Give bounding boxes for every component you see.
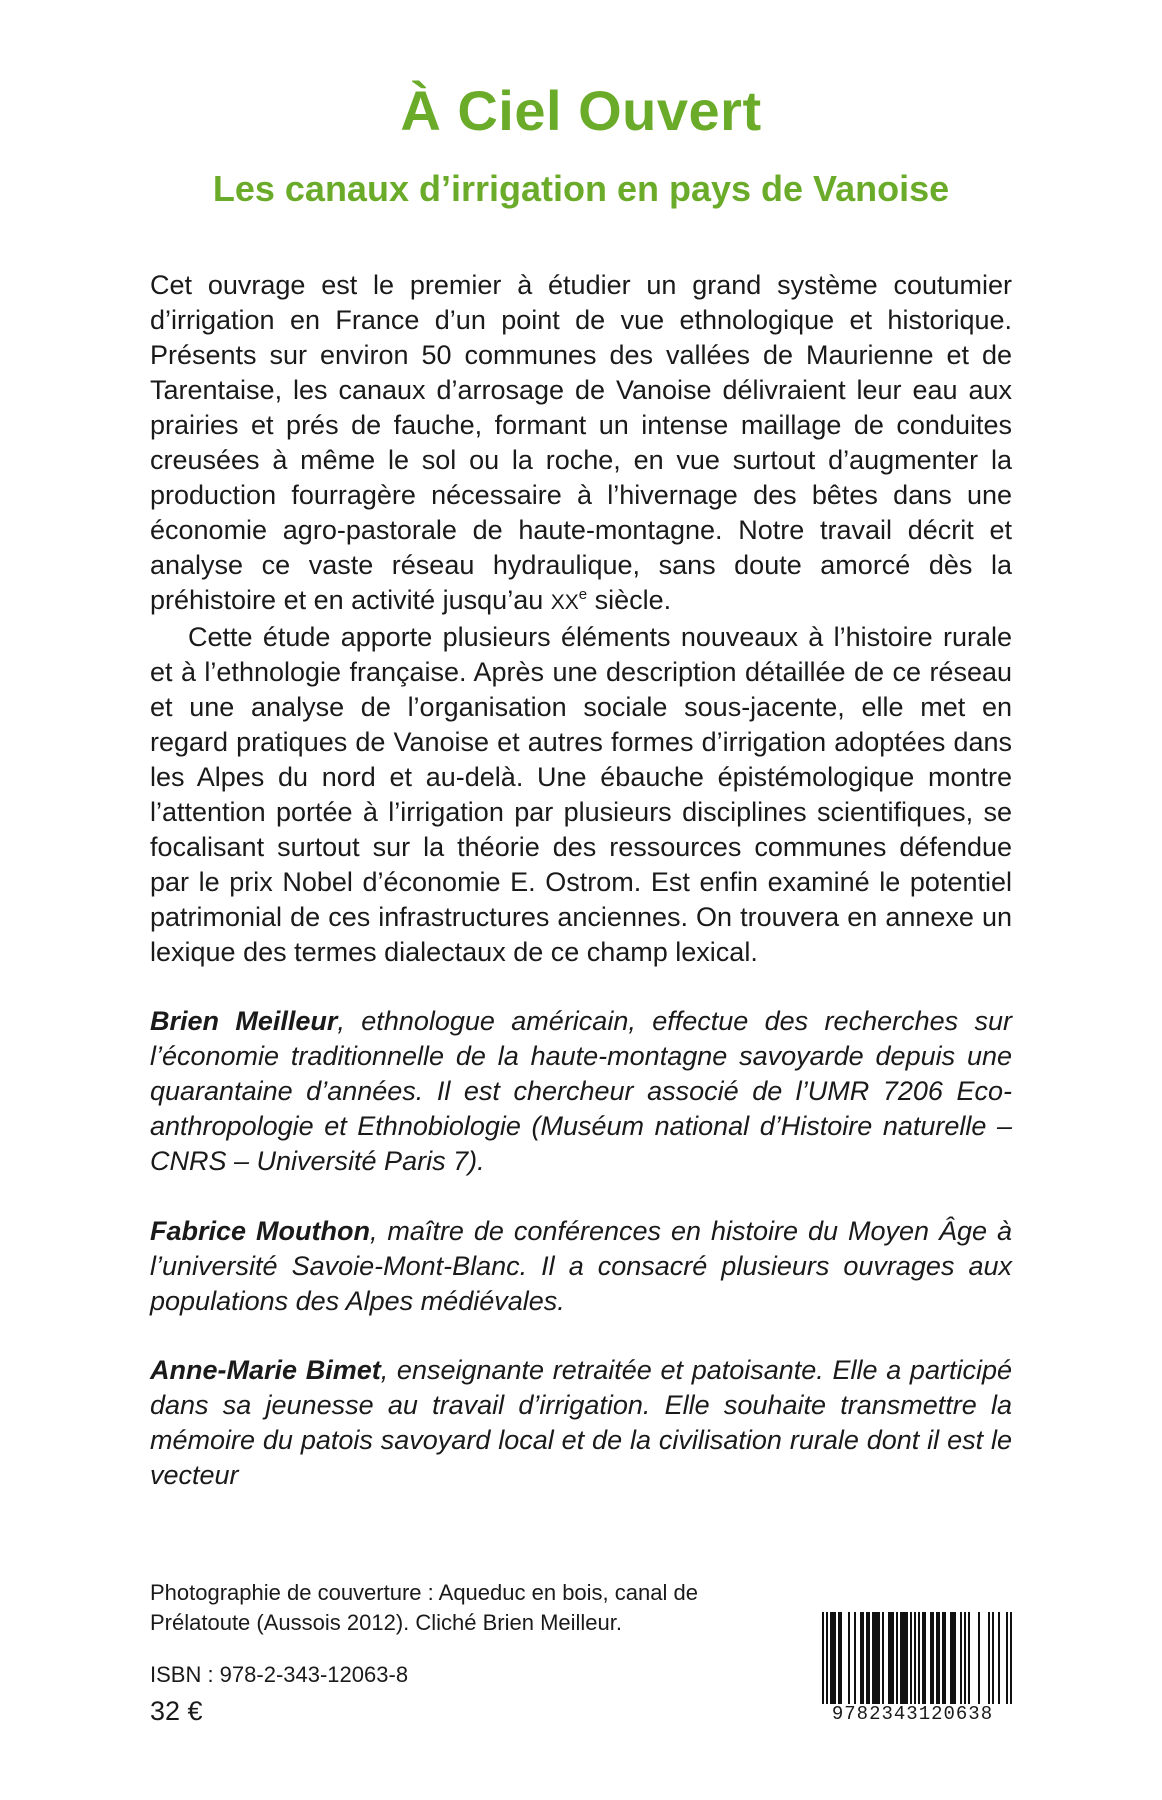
barcode-bar: [936, 1612, 938, 1708]
price: 32 €: [150, 1696, 203, 1726]
summary-century-sup: e: [578, 586, 588, 603]
barcode-bar: [924, 1612, 926, 1708]
ean13-barcode-icon: [810, 1612, 1015, 1708]
summary-p1-main: Cet ouvrage est le premier à étudier un grand système coutumier d’irrigation en France d’un point de vue ethnologique et historique. Présents sur environ 50 communes des vallées de Maurienne et de Tarentaise, les canaux d’arrosage de Vanoise délivraient leur eau aux prairies et prés de fauche, formant un intense maillage de conduites creusées à même le sol ou la roche, en vue surtout d’augmenter la production fourragère nécessaire à l’hivernage des bêtes dans une économie agro-pastorale de haute-montagne. Notre travail décrit et analyse ce vaste réseau hydraulique, sans doute amorcé dès la préhistoire et en activité jusqu’au: [150, 270, 1012, 615]
barcode-bar: [830, 1612, 832, 1708]
author-bio: [150, 1214, 1012, 1319]
barcode-bar: [866, 1612, 868, 1708]
barcode-bar: [960, 1612, 962, 1708]
barcode-bar: [954, 1612, 956, 1708]
author-name: Fabrice Mouthon: [150, 1216, 370, 1246]
barcode-bar: [918, 1612, 920, 1708]
summary-century: XX: [550, 591, 579, 614]
barcode-bar: [1006, 1612, 1008, 1708]
photo-credit: Photographie de couverture : Aqueduc en bois, canal de Prélatoute (Aussois 2012). Cliché Brien Meilleur.: [150, 1580, 698, 1635]
barcode-bar: [854, 1612, 856, 1708]
barcode: [810, 1612, 1015, 1724]
barcode-bar: [952, 1612, 954, 1708]
barcode-bar: [922, 1612, 924, 1708]
barcode-bar: [950, 1612, 952, 1708]
barcode-bar: [942, 1612, 944, 1708]
book-summary: [150, 268, 1012, 970]
barcode-bar: [988, 1612, 990, 1708]
barcode-digits: 9782343120638: [810, 1704, 1015, 1724]
barcode-bar: [1010, 1612, 1012, 1708]
barcode-bar: [938, 1612, 940, 1708]
summary-p1-end: siècle.: [587, 585, 672, 615]
barcode-bar: [876, 1612, 878, 1708]
barcode-bar: [944, 1612, 946, 1708]
barcode-bar: [878, 1612, 880, 1708]
barcode-bar: [892, 1612, 894, 1708]
barcode-bar: [932, 1612, 934, 1708]
barcode-bar: [992, 1612, 994, 1708]
barcode-bar: [860, 1612, 862, 1708]
author-name: Brien Meilleur: [150, 1006, 338, 1036]
barcode-bar: [968, 1612, 970, 1708]
barcode-bar: [872, 1612, 874, 1708]
barcode-bar: [896, 1612, 898, 1708]
barcode-bar: [848, 1612, 850, 1708]
summary-paragraph-1: [150, 268, 1012, 620]
barcode-bar: [914, 1612, 916, 1708]
barcode-bar: [882, 1612, 884, 1708]
author-bio: [150, 1004, 1012, 1179]
author-name: Anne-Marie Bimet: [150, 1355, 381, 1385]
barcode-bar: [964, 1612, 966, 1708]
barcode-bar: [874, 1612, 876, 1708]
barcode-bar: [862, 1612, 864, 1708]
barcode-bar: [978, 1612, 980, 1708]
author-bio-text: , maître de conférences en histoire du Moyen Âge à l’université Savoie-Mont-Blanc. Il a consacré plusieurs ouvrages aux populations des Alpes médiévales.: [150, 1216, 1012, 1316]
barcode-bar: [822, 1612, 824, 1708]
barcode-bar: [890, 1612, 892, 1708]
barcode-bar: [838, 1612, 840, 1708]
barcode-bar: [902, 1612, 904, 1708]
author-bio-text: , ethnologue américain, effectue des recherches sur l’économie traditionnelle de la haute-montagne savoyarde depuis une quarantaine d’années. Il est chercheur associé de l’UMR 7206 Eco-anthropologie et Ethnobiologie (Muséum national d’Histoire naturelle – CNRS – Université Paris 7).: [150, 1006, 1013, 1176]
summary-paragraph-2: Cette étude apporte plusieurs éléments nouveaux à l’histoire rurale et à l’ethnologie française. Après une description détaillée de ce réseau et une analyse de l’organisation sociale sous-jacente, elle met en regard pratiques de Vanoise et autres formes d’irrigation adoptées dans les Alpes du nord et au-delà. Une ébauche épistémologique montre l’attention portée à l’irrigation par plusieurs disciplines scientifiques, se focalisant surtout sur la théorie des ressources communes défendue par le prix Nobel d’économie E. Ostrom. Est enfin examiné le potentiel patrimonial de ces infrastructures anciennes. On trouvera en annexe un lexique des termes dialectaux de ce champ lexical.: [150, 622, 1012, 967]
book-title: À Ciel Ouvert: [400, 79, 762, 142]
barcode-bar: [906, 1612, 908, 1708]
barcode-bar: [930, 1612, 932, 1708]
barcode-bar: [832, 1612, 834, 1708]
barcode-bar: [900, 1612, 902, 1708]
barcode-bar: [826, 1612, 828, 1708]
author-bio-text: , enseignante retraitée et patoisante. Elle a participé dans sa jeunesse au travail d’irrigation. Elle souhaite transmettre la mémoire du patois savoyard local et de la civilisation rurale dont il est le vecteur: [150, 1355, 1012, 1490]
barcode-bar: [904, 1612, 906, 1708]
barcode-bar: [840, 1612, 842, 1708]
barcode-bar: [868, 1612, 870, 1708]
barcode-bar: [888, 1612, 890, 1708]
author-bio: [150, 1353, 1012, 1493]
barcode-bar: [998, 1612, 1000, 1708]
book-subtitle: Les canaux d’irrigation en pays de Vanoise: [212, 168, 950, 209]
barcode-bar: [834, 1612, 836, 1708]
barcode-bar: [910, 1612, 912, 1708]
isbn: ISBN : 978-2-343-12063-8: [150, 1662, 409, 1687]
